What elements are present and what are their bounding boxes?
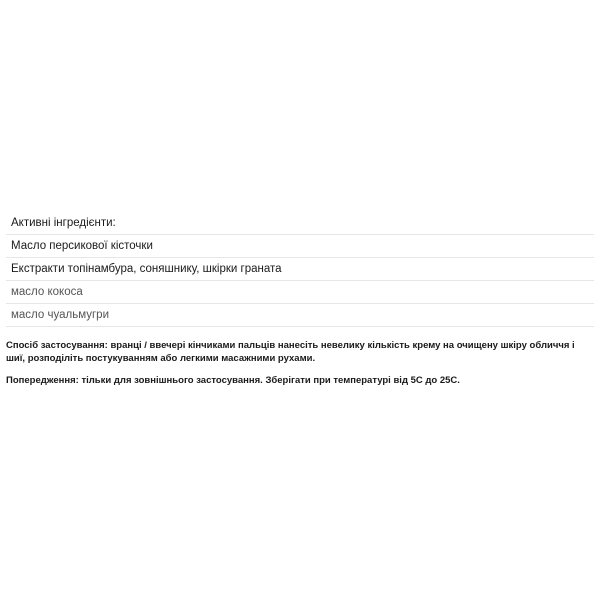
ingredient-row: Екстракти топінамбура, соняшнику, шкірки граната: [6, 258, 594, 281]
ingredient-row: масло чуальмугри: [6, 304, 594, 327]
warning-text: Попередження: тільки для зовнішнього застосування. Зберігати при температурі від 5С до 25С.: [6, 375, 460, 386]
ingredients-header: Активні інгредієнти:: [6, 212, 594, 235]
ingredients-table: [6, 212, 594, 327]
usage-instructions: Спосіб застосування: вранці / ввечері кінчиками пальців нанесіть невелику кількість крему на очищену шкіру обличчя і шиї, розподіліть постукуванням або легкими масажними рухами.: [6, 340, 575, 364]
ingredient-row: масло кокоса: [6, 281, 594, 304]
product-notes: [6, 339, 592, 396]
ingredient-row: Масло персикової кісточки: [6, 235, 594, 258]
